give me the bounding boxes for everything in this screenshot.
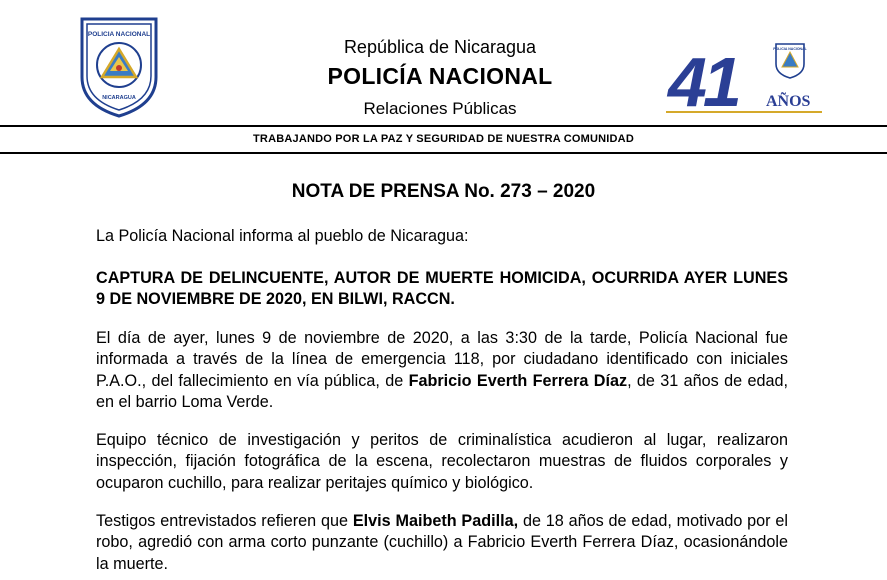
- small-badge-text: POLICIA NACIONAL: [773, 47, 807, 51]
- paragraph-3-text-a: Testigos entrevistados refieren que: [96, 512, 353, 530]
- paragraph-1-text-b: , de 31 años de edad, en el barrio Loma Verde.: [96, 371, 788, 411]
- motto: TRABAJANDO POR LA PAZ Y SEGURIDAD DE NUESTRA COMUNIDAD: [253, 133, 634, 145]
- header-divider-bottom: [0, 152, 887, 154]
- victim-name: Fabricio Everth Ferrera Díaz: [408, 371, 628, 390]
- paragraph-2: Equipo técnico de investigación y peritos de criminalística acudieron al lugar, realizaron inspección, fijación fotográfica de la escena, recolectaron muestras de fluidos corporales y ocuparon cuchillo, para realizar peritajes químico y biológico.: [96, 431, 788, 492]
- badge-top-text: POLICIA NACIONAL: [87, 31, 151, 38]
- anniversary-41-logo: [666, 38, 826, 118]
- paragraph-3-text-b: de 18 años de edad, motivado por el robo, agredió con arma corto punzante (cuchillo) a Fabricio Everth Ferrera Díaz, ocasionándole la muerte.: [96, 512, 788, 573]
- press-release-title: NOTA DE PRENSA No. 273 – 2020: [291, 181, 596, 202]
- anniversary-number: 41: [668, 43, 738, 118]
- paragraph-1: [96, 328, 788, 413]
- suspect-name: Elvis Maibeth Padilla,: [352, 512, 519, 530]
- news-headline: CAPTURA DE DELINCUENTE, AUTOR DE MUERTE HOMICIDA, OCURRIDA AYER LUNES 9 DE NOVIEMBRE DE 2020, EN BILWI, RACCN.: [96, 269, 788, 309]
- intro-line: La Policía Nacional informa al pueblo de Nicaragua:: [96, 227, 469, 245]
- header-department: Relaciones Públicas: [363, 99, 517, 118]
- anniversary-word: AÑOS: [766, 93, 811, 110]
- paragraph-1-text-a: El día de ayer, lunes 9 de noviembre de 2020, a las 3:30 de la tarde, Policía Nacional fue informada a través de la línea de emergencia 118, por ciudadano identificado con iniciales P.A.O., del fallecimiento en vía pública, de: [96, 329, 788, 390]
- paragraph-3: [96, 511, 788, 575]
- badge-bottom-text: NICARAGUA: [102, 95, 136, 101]
- header-divider-top: [0, 125, 887, 127]
- header-institution: POLICÍA NACIONAL: [327, 63, 553, 89]
- header-country: República de Nicaragua: [343, 37, 537, 57]
- policia-nacional-badge-logo: [78, 15, 160, 119]
